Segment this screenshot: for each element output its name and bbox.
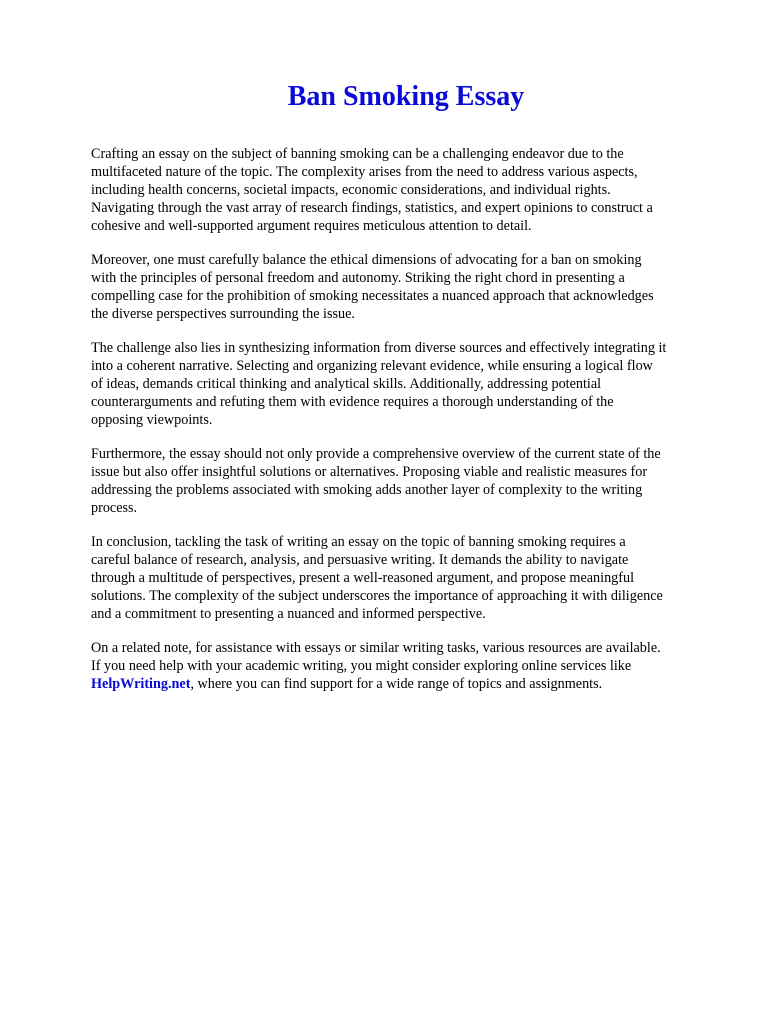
essay-paragraph <box>91 145 731 235</box>
paragraph-line: Moreover, one must carefully balance the ethical dimensions of advocating for a ban on smoking <box>91 252 642 268</box>
paragraph-line: including health concerns, societal impacts, economic considerations, and individual rights. <box>91 182 611 198</box>
essay-paragraph <box>91 251 731 323</box>
paragraph-line: careful balance of research, analysis, and persuasive writing. It demands the ability to navigate <box>91 552 629 568</box>
paragraph-line: In conclusion, tackling the task of writing an essay on the topic of banning smoking requires a <box>91 534 626 550</box>
essay-paragraph <box>91 445 731 517</box>
essay-paragraph <box>91 533 731 623</box>
paragraph-line: compelling case for the prohibition of smoking necessitates a nuanced approach that acknowledges <box>91 288 654 304</box>
paragraph-line: with the principles of personal freedom and autonomy. Striking the right chord in presenting a <box>91 270 625 286</box>
paragraph-line: through a multitude of perspectives, present a well-reasoned argument, and propose meaningful <box>91 570 635 586</box>
paragraph-line: into a coherent narrative. Selecting and organizing relevant evidence, while ensuring a logical flow <box>91 358 653 374</box>
paragraph-line: solutions. The complexity of the subject underscores the importance of approaching it with diligence <box>91 588 663 604</box>
paragraph-line: The challenge also lies in synthesizing information from diverse sources and effectively integrating it <box>91 340 667 356</box>
paragraph-line: issue but also offer insightful solutions or alternatives. Proposing viable and realistic measures for <box>91 464 648 480</box>
closing-line-2: If you need help with your academic writing, you might consider exploring online services like <box>91 658 632 674</box>
paragraph-line: opposing viewpoints. <box>91 412 213 428</box>
paragraph-line: Navigating through the vast array of research findings, statistics, and expert opinions to construct a <box>91 200 653 216</box>
paragraph-line: process. <box>91 500 138 516</box>
paragraph-line: and a commitment to presenting a nuanced and informed perspective. <box>91 606 486 622</box>
paragraph-line: cohesive and well-supported argument requires meticulous attention to detail. <box>91 218 532 234</box>
page-title: Ban Smoking Essay <box>287 81 525 112</box>
closing-line-3 <box>91 675 731 693</box>
closing-line-3-text: , where you can find support for a wide range of topics and assignments. <box>190 676 603 692</box>
closing-paragraph <box>91 639 731 693</box>
essay-paragraph <box>91 339 731 429</box>
paragraph-line: Furthermore, the essay should not only provide a comprehensive overview of the current state of the <box>91 446 661 462</box>
helpwriting-link[interactable]: HelpWriting.net <box>91 676 191 692</box>
paragraph-line: counterarguments and refuting them with evidence requires a thorough understanding of the <box>91 394 614 410</box>
essay-body <box>91 145 731 709</box>
paragraph-line: the diverse perspectives surrounding the issue. <box>91 306 355 322</box>
paragraph-line: of ideas, demands critical thinking and analytical skills. Additionally, addressing potential <box>91 376 602 392</box>
paragraph-line: multifaceted nature of the topic. The complexity arises from the need to address various aspects, <box>91 164 638 180</box>
closing-line-1: On a related note, for assistance with essays or similar writing tasks, various resources are available. <box>91 640 661 656</box>
paragraph-line: Crafting an essay on the subject of banning smoking can be a challenging endeavor due to the <box>91 146 624 162</box>
paragraph-line: addressing the problems associated with smoking adds another layer of complexity to the writing <box>91 482 643 498</box>
essay-paragraphs <box>91 145 731 623</box>
